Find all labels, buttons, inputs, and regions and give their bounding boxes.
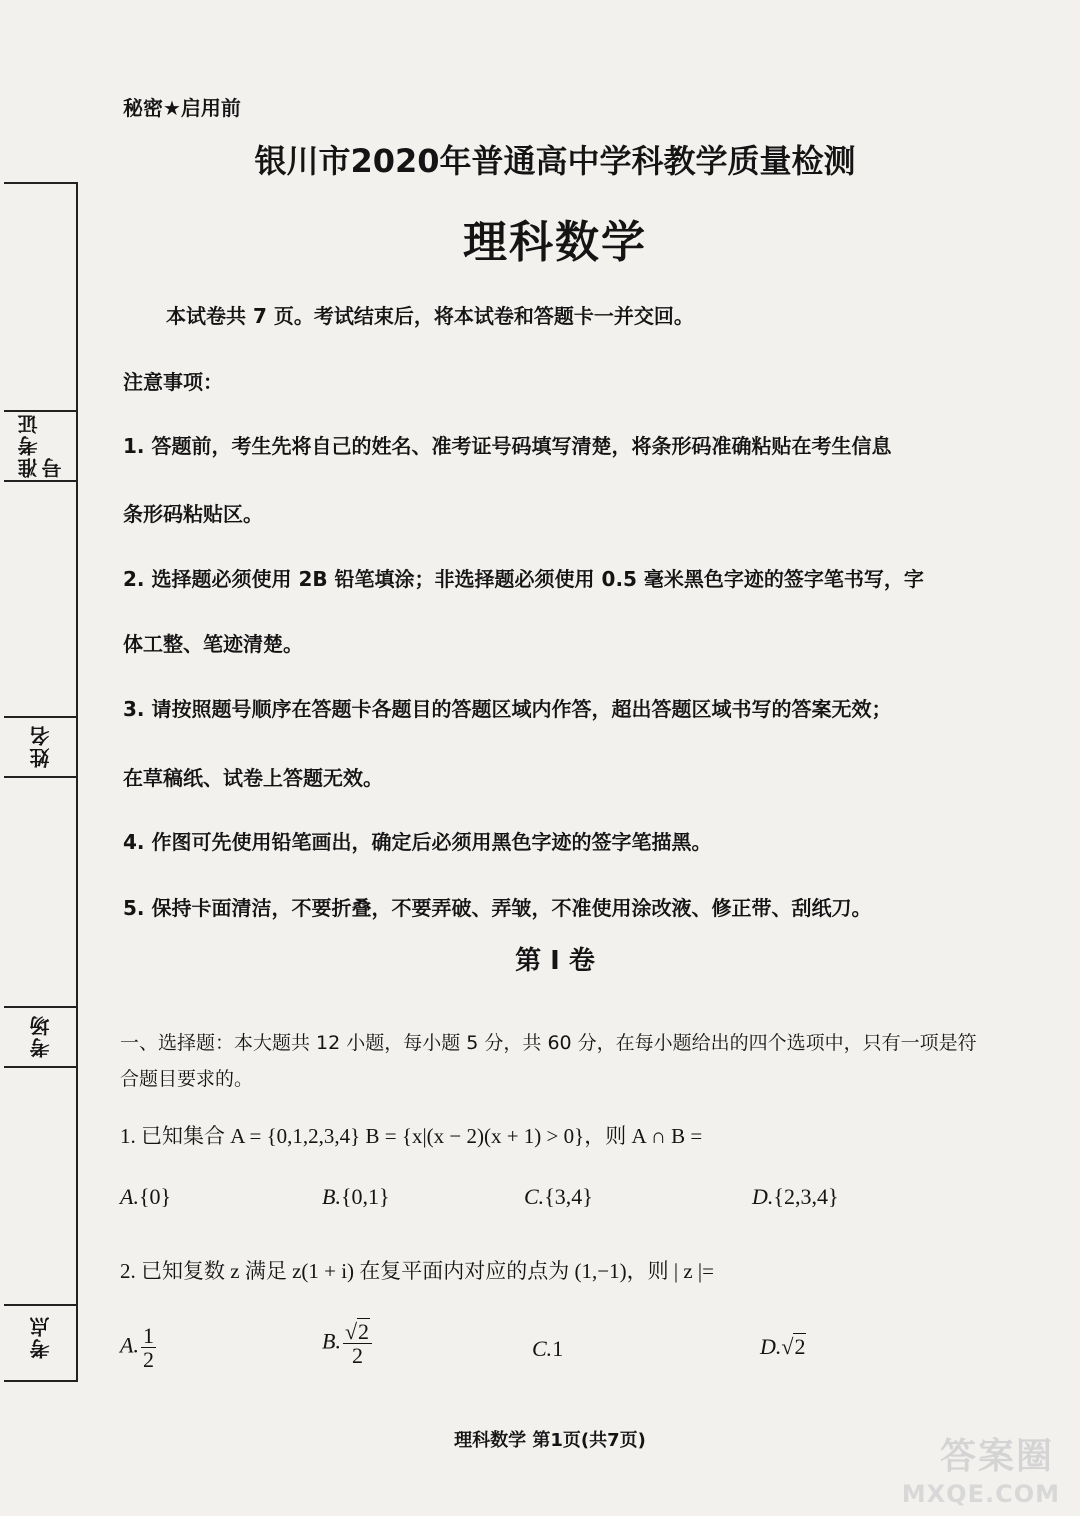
question-2-stem: 2. 已知复数 z 满足 z(1 + i) 在复平面内对应的点为 (1,−1)，则 | z |=: [120, 1259, 714, 1283]
sidebar-label-room: 考场: [29, 1014, 53, 1058]
note-line: 条形码粘贴区。: [123, 502, 263, 526]
note-line: 1. 答题前，考生先将自己的姓名、准考证号码填写清楚，将条形码准确粘贴在考生信息: [123, 434, 892, 458]
watermark-text-en: MXQE.COM: [901, 1480, 1060, 1508]
note-line: 在草稿纸、试卷上答题无效。: [123, 766, 383, 790]
notes-heading: 注意事项：: [123, 370, 223, 394]
sidebar-divider: [4, 776, 78, 778]
note-line: 2. 选择题必须使用 2B 铅笔填涂；非选择题必须使用 0.5 毫米黑色字迹的签字笔书写，字: [123, 567, 924, 591]
note-line: 4. 作图可先使用铅笔画出，确定后必须用黑色字迹的签字笔描黑。: [123, 830, 712, 854]
page-footer: 理科数学 第1页(共7页): [454, 1430, 646, 1451]
intro-text: 本试卷共 7 页。考试结束后，将本试卷和答题卡一并交回。: [166, 304, 694, 328]
watermark-text-cn: 答案圈: [939, 1436, 1054, 1477]
q2-option-a: A. $\frac{1}{2}$: [120, 1323, 154, 1373]
note-line: 3. 请按照题号顺序在答题卡各题目的答题区域内作答，超出答题区域书写的答案无效；: [123, 697, 892, 721]
q2-option-b: B. $\frac{√2}{2}$: [322, 1320, 372, 1367]
sidebar-label-admission: 准考证号: [17, 412, 65, 478]
q2-option-d: D.√2: [760, 1334, 806, 1359]
subject-title: 理科数学: [463, 217, 647, 268]
q1-option-d: D.{2,3,4}: [752, 1184, 839, 1209]
sidebar-label-site: 考点: [29, 1315, 53, 1359]
volume-heading: 第 I 卷: [515, 946, 595, 976]
note-line: 体工整、笔迹清楚。: [123, 632, 303, 656]
section-instructions: 一、选择题：本大题共 12 小题，每小题 5 分，共 60 分，在每小题给出的四个选项中，只有一项是符合题目要求的。: [120, 1032, 977, 1090]
secret-mark: 秘密★启用前: [123, 96, 241, 120]
exam-title: 银川市2020年普通高中学科教学质量检测: [254, 142, 856, 180]
sidebar-label-name: 姓名: [29, 724, 53, 768]
sidebar-divider: [4, 480, 78, 482]
note-line: 5. 保持卡面清洁，不要折叠，不要弄破、弄皱，不准使用涂改液、修正带、刮纸刀。: [123, 896, 872, 920]
watermark-logo: [886, 1428, 1066, 1508]
q1-option-a: A.{0}: [120, 1184, 172, 1209]
question-1-stem: 1. 已知集合 A = {0,1,2,3,4} B = {x|(x − 2)(x + 1) > 0}，则 A ∩ B =: [120, 1124, 703, 1148]
q2-option-c: C.1: [532, 1336, 564, 1361]
q1-option-c: C.{3,4}: [524, 1184, 593, 1209]
sidebar-box: [4, 182, 78, 1382]
q1-option-b: B.{0,1}: [322, 1184, 390, 1209]
sidebar-divider: [4, 1066, 78, 1068]
